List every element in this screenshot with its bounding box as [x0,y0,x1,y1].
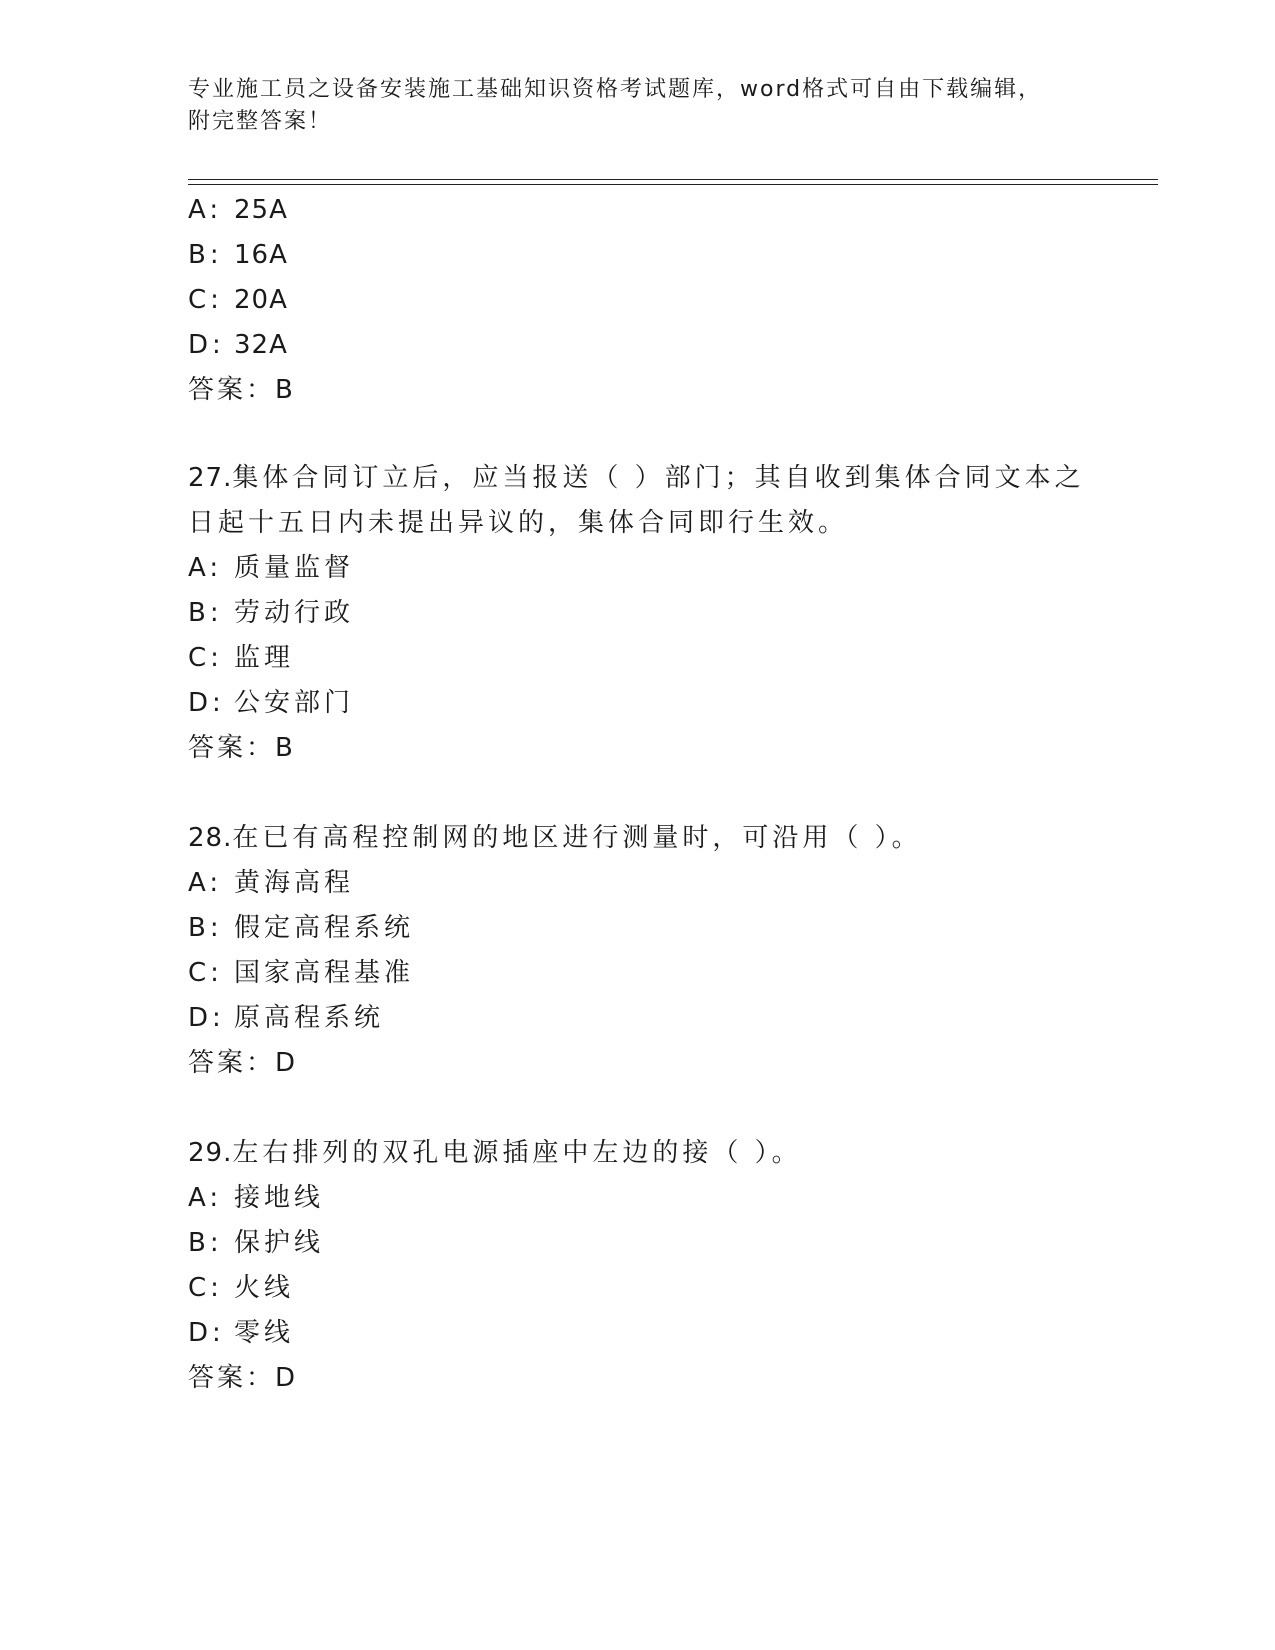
q26-option-a: A: 25A [188,195,288,225]
q28-option-c: C: 国家高程基准 [188,958,415,988]
q26-option-d: D: 32A [188,330,288,360]
q29-option-d: D: 零线 [188,1318,295,1348]
q27-option-c: C: 监理 [188,643,295,673]
q29-option-b: B: 保护线 [188,1228,325,1258]
q27-stem-line-1: 27.集体合同订立后，应当报送（ ）部门；其自收到集体合同文本之 [188,463,1085,493]
q27-option-a: A: 质量监督 [188,553,355,583]
q29-option-c: C: 火线 [188,1273,295,1303]
q29-answer: 答案：D [188,1363,299,1393]
q26-option-b: B: 16A [188,240,288,270]
q28-option-d: D: 原高程系统 [188,1003,385,1033]
q29-stem-line-1: 29.左右排列的双孔电源插座中左边的接（ ）。 [188,1138,802,1168]
header-divider-bottom [188,184,1158,185]
header-line-2: 附完整答案！ [188,109,333,134]
q27-option-b: B: 劳动行政 [188,598,355,628]
q28-option-a: A: 黄海高程 [188,868,355,898]
header-divider-top [188,179,1158,180]
q27-answer: 答案：B [188,733,296,763]
document-header [188,74,1088,138]
q28-stem-line-1: 28.在已有高程控制网的地区进行测量时，可沿用（ ）。 [188,823,922,853]
q27-stem-line-2: 日起十五日内未提出异议的，集体合同即行生效。 [188,508,849,538]
q28-option-b: B: 假定高程系统 [188,913,415,943]
q26-answer: 答案：B [188,375,296,405]
q26-option-c: C: 20A [188,285,288,315]
header-line-1: 专业施工员之设备安装施工基础知识资格考试题库，word格式可自由下载编辑， [188,77,1043,102]
q29-option-a: A: 接地线 [188,1183,325,1213]
q27-option-d: D: 公安部门 [188,688,355,718]
q28-answer: 答案：D [188,1048,299,1078]
